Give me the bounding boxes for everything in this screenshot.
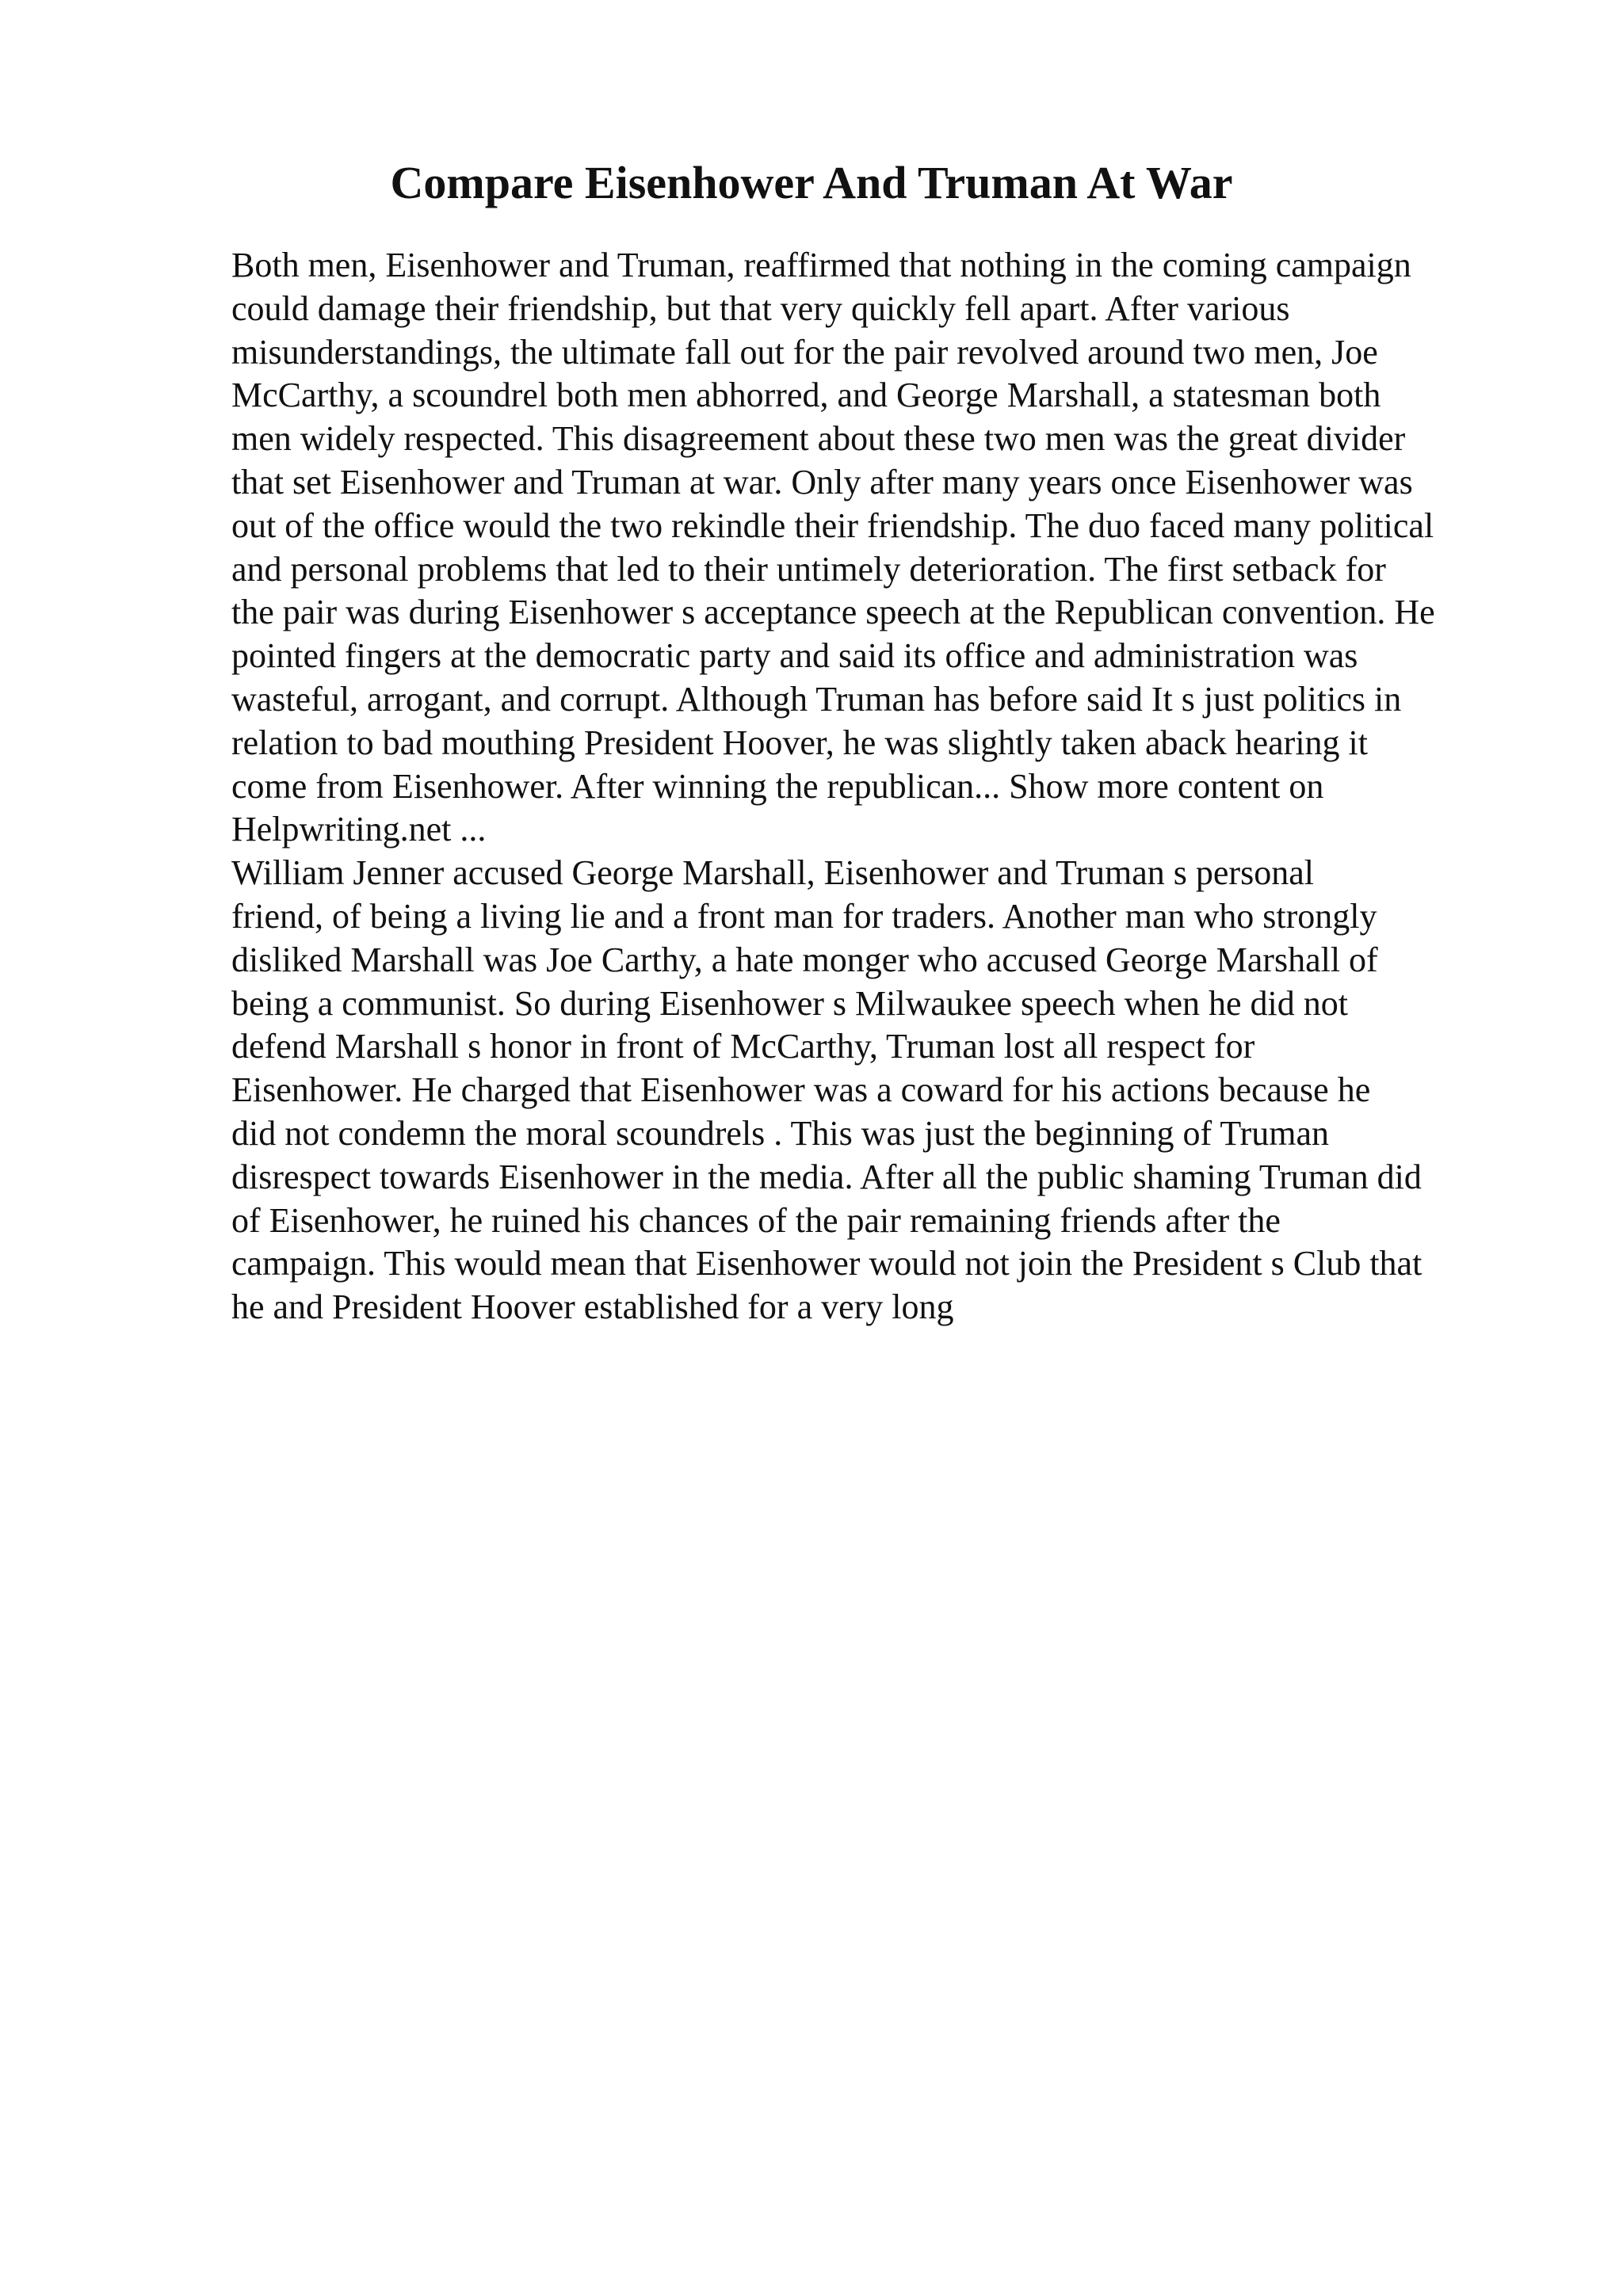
document-title: Compare Eisenhower And Truman At War <box>390 157 1233 208</box>
body-line: wasteful, arrogant, and corrupt. Although Truman has before said It s just politics in <box>231 679 1402 719</box>
body-line: defend Marshall s honor in front of McCarthy, Truman lost all respect for <box>231 1027 1255 1066</box>
body-line: relation to bad mouthing President Hoover, he was slightly taken aback hearing it <box>231 723 1368 762</box>
body-line: could damage their friendship, but that very quickly fell apart. After various <box>231 288 1290 328</box>
body-line: out of the office would the two rekindle their friendship. The duo faced many political <box>231 505 1434 545</box>
body-line: did not condemn the moral scoundrels . This was just the beginning of Truman <box>231 1113 1330 1153</box>
body-line: that set Eisenhower and Truman at war. Only after many years once Eisenhower was <box>231 462 1413 502</box>
body-line: William Jenner accused George Marshall, Eisenhower and Truman s personal <box>231 853 1314 893</box>
body-line: come from Eisenhower. After winning the republican... Show more content on <box>231 766 1324 806</box>
body-line: McCarthy, a scoundrel both men abhorred, and George Marshall, a statesman both <box>231 376 1381 415</box>
body-line: and personal problems that led to their untimely deterioration. The first setback for <box>231 549 1386 589</box>
body-line: the pair was during Eisenhower s acceptance speech at the Republican convention. He <box>231 593 1435 632</box>
body-line: misunderstandings, the ultimate fall out for the pair revolved around two men, Joe <box>231 332 1378 372</box>
body-line: Both men, Eisenhower and Truman, reaffirmed that nothing in the coming campaign <box>231 246 1411 284</box>
body-line: disliked Marshall was Joe Carthy, a hate monger who accused George Marshall of <box>231 940 1378 979</box>
document-body <box>231 244 1499 1329</box>
body-line: disrespect towards Eisenhower in the media. After all the public shaming Truman did <box>231 1157 1422 1196</box>
body-line: being a communist. So during Eisenhower s Milwaukee speech when he did not <box>231 983 1348 1023</box>
body-line: of Eisenhower, he ruined his chances of the pair remaining friends after the <box>231 1200 1281 1240</box>
body-line: he and President Hoover established for a very long <box>231 1287 954 1327</box>
body-line: Helpwriting.net ... <box>231 810 487 849</box>
body-line: pointed fingers at the democratic party and said its office and administration was <box>231 636 1358 676</box>
body-line: Eisenhower. He charged that Eisenhower was a coward for his actions because he <box>231 1070 1371 1110</box>
body-line: men widely respected. This disagreement about these two men was the great divider <box>231 419 1406 459</box>
body-line: campaign. This would mean that Eisenhower would not join the President s Club that <box>231 1244 1423 1283</box>
body-line: friend, of being a living lie and a front man for traders. Another man who strongly <box>231 896 1377 936</box>
